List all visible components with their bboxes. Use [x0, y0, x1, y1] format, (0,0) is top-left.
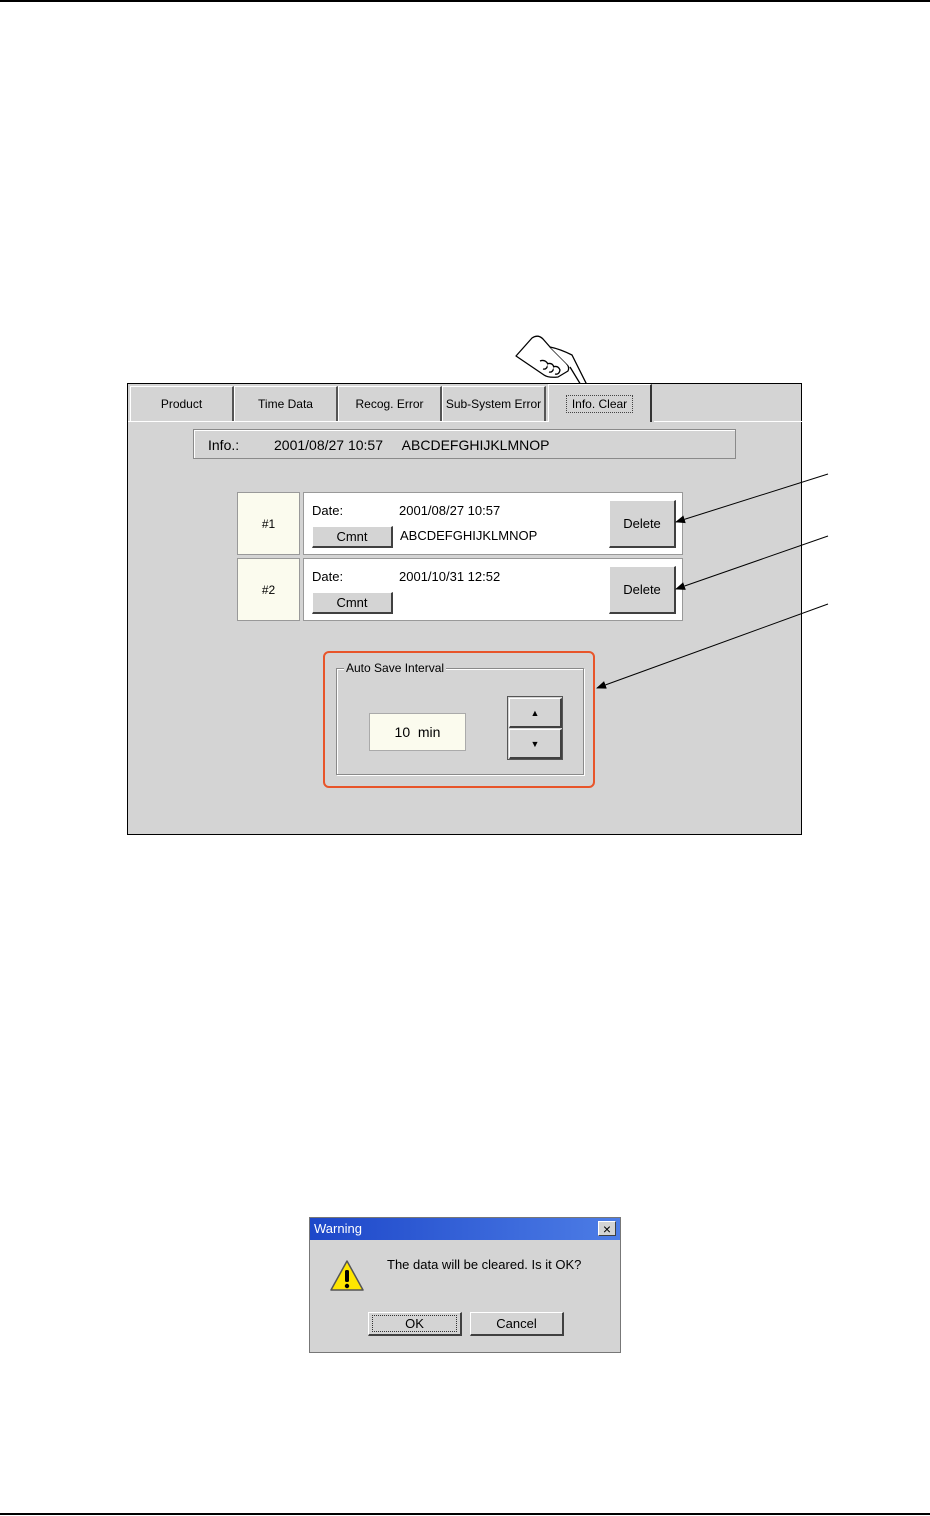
- interval-value-text: 10 min: [394, 724, 441, 740]
- auto-save-title: Auto Save Interval: [346, 661, 445, 675]
- arrow-down-icon: ▼: [530, 738, 540, 749]
- dialog-title: Warning: [314, 1221, 362, 1236]
- entry-2-number: #2: [261, 582, 276, 597]
- tab-product-label: Product: [160, 397, 203, 411]
- ok-button[interactable]: [368, 1312, 462, 1336]
- delete-button-label: Delete: [623, 516, 661, 531]
- warning-dialog: [309, 1217, 621, 1353]
- dialog-message: The data will be cleared. Is it OK?: [387, 1257, 582, 1272]
- bottom-rule: [0, 1513, 930, 1515]
- comment-button-label: Cmnt: [336, 529, 368, 544]
- dialog-title-bar: [310, 1218, 620, 1240]
- tab-sub-system-error-label: Sub-System Error: [445, 397, 542, 411]
- date-label: Date:: [312, 503, 344, 518]
- ok-button-label: OK: [372, 1315, 457, 1332]
- comment-text: ABCDEFGHIJKLMNOP: [400, 528, 538, 543]
- arrow-up-icon: ▲: [530, 707, 540, 718]
- callout-delete-1: [676, 474, 828, 522]
- date-value: 2001/08/27 10:57: [399, 503, 501, 518]
- warning-icon: [329, 1258, 365, 1294]
- callout-delete-2: [676, 536, 828, 589]
- entry-1-number: #1: [261, 516, 276, 531]
- cancel-button[interactable]: [470, 1312, 564, 1336]
- info-label: Info.:: [208, 437, 240, 453]
- tab-recog-error-label: Recog. Error: [355, 397, 424, 411]
- tab-time-data-label: Time Data: [258, 397, 313, 411]
- cancel-button-label: Cancel: [496, 1316, 537, 1331]
- tab-info-clear-label: Info. Clear: [566, 395, 633, 413]
- delete-button-label: Delete: [623, 582, 661, 597]
- info-value: 2001/08/27 10:57 ABCDEFGHIJKLMNOP: [274, 437, 550, 453]
- callout-auto-save: [597, 604, 828, 688]
- date-value: 2001/10/31 12:52: [399, 569, 501, 584]
- date-label: Date:: [312, 569, 344, 584]
- comment-button-label: Cmnt: [336, 595, 368, 610]
- close-icon[interactable]: ×: [598, 1221, 616, 1236]
